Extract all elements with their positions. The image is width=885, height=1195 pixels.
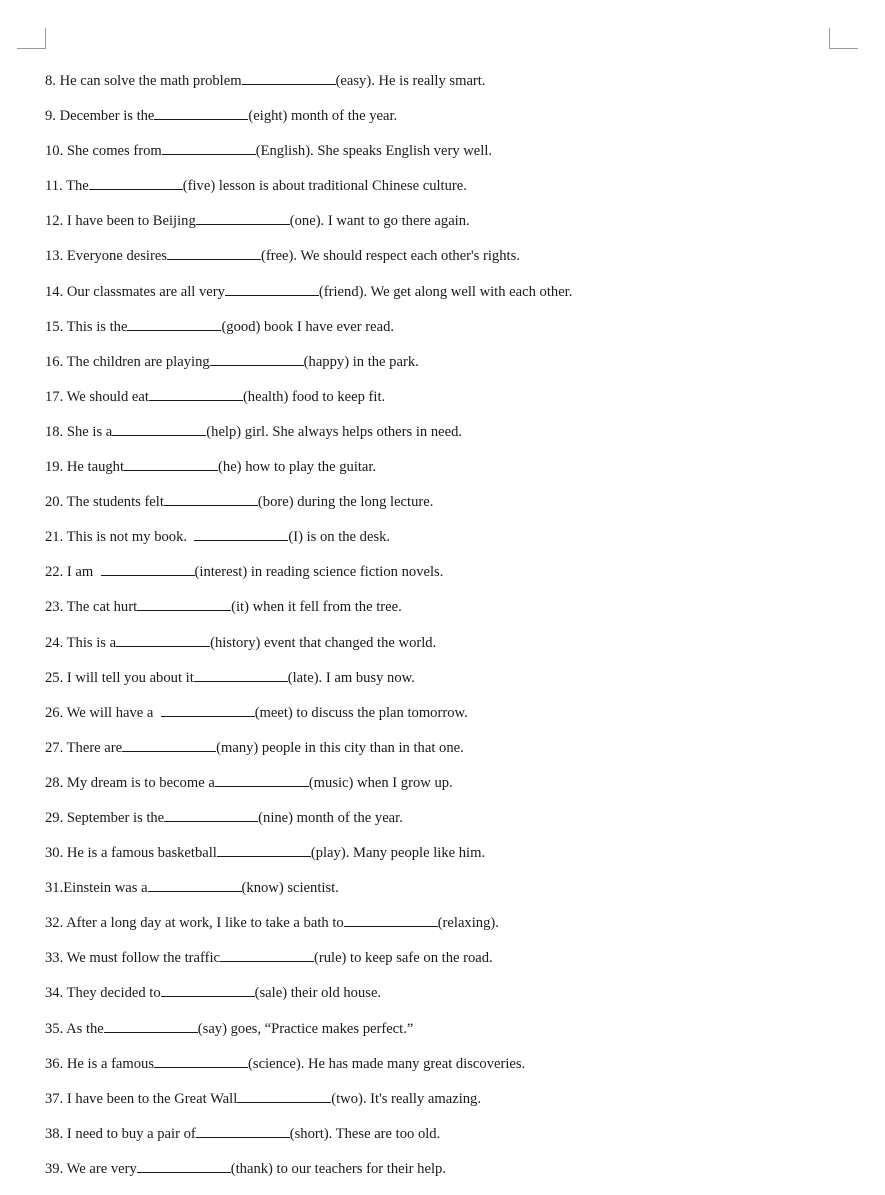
- answer-blank[interactable]: [164, 493, 258, 506]
- answer-blank[interactable]: [137, 598, 231, 611]
- answer-blank[interactable]: [101, 563, 195, 576]
- exercise-item: [45, 423, 572, 458]
- exercise-prompt: 28. My dream is to become a: [45, 774, 215, 791]
- answer-blank[interactable]: [149, 388, 243, 401]
- exercise-hint: (play). Many people like him.: [310, 845, 486, 862]
- answer-blank[interactable]: [220, 949, 314, 962]
- answer-blank[interactable]: [112, 423, 206, 436]
- exercise-item: [45, 247, 572, 282]
- exercise-item: [45, 107, 572, 142]
- exercise-hint: (five) lesson is about traditional Chinese culture.: [182, 178, 467, 195]
- exercise-hint: (two). It's really amazing.: [331, 1090, 481, 1107]
- exercise-prompt: 13. Everyone desires: [45, 248, 167, 265]
- exercise-item: [45, 1090, 572, 1125]
- exercise-hint: (many) people in this city than in that one.: [216, 739, 464, 756]
- exercise-item: [45, 598, 572, 633]
- exercise-prompt: 19. He taught: [45, 459, 125, 476]
- exercise-prompt: 25. I will tell you about it: [45, 669, 194, 686]
- answer-blank[interactable]: [217, 844, 311, 857]
- crop-mark-top-left: [17, 28, 46, 49]
- answer-blank[interactable]: [225, 283, 319, 296]
- exercise-prompt: 24. This is a: [45, 634, 117, 651]
- exercise-hint: (good) book I have ever read.: [221, 318, 395, 335]
- exercise-prompt: 10. She comes from: [45, 143, 162, 160]
- exercise-item: [45, 879, 572, 914]
- exercise-prompt: 36. He is a famous: [45, 1055, 155, 1072]
- exercise-prompt: 38. I need to buy a pair of: [45, 1125, 196, 1142]
- answer-blank[interactable]: [162, 142, 256, 155]
- answer-blank[interactable]: [215, 774, 309, 787]
- answer-blank[interactable]: [344, 914, 438, 927]
- answer-blank[interactable]: [164, 809, 258, 822]
- exercise-item: [45, 528, 572, 563]
- exercise-item: [45, 493, 572, 528]
- exercise-item: [45, 844, 572, 879]
- exercise-prompt: 11. The: [45, 178, 89, 195]
- answer-blank[interactable]: [89, 177, 183, 190]
- exercise-hint: (happy) in the park.: [303, 353, 419, 370]
- answer-blank[interactable]: [161, 984, 255, 997]
- answer-blank[interactable]: [242, 72, 336, 85]
- exercise-hint: (friend). We get along well with each other.: [318, 283, 573, 300]
- answer-blank[interactable]: [167, 247, 261, 260]
- exercise-prompt: 9. December is the: [45, 108, 155, 125]
- exercise-prompt: 39. We are very: [45, 1160, 137, 1177]
- exercise-prompt: 15. This is the: [45, 318, 128, 335]
- answer-blank[interactable]: [127, 318, 221, 331]
- answer-blank[interactable]: [194, 669, 288, 682]
- exercise-item: [45, 914, 572, 949]
- exercise-prompt: 22. I am: [45, 564, 101, 581]
- answer-blank[interactable]: [148, 879, 242, 892]
- exercise-item: [45, 809, 572, 844]
- exercise-item: [45, 212, 572, 247]
- exercise-hint: (meet) to discuss the plan tomorrow.: [254, 704, 468, 721]
- exercise-hint: (thank) to our teachers for their help.: [230, 1160, 446, 1177]
- exercise-item: [45, 704, 572, 739]
- exercise-hint: (music) when I grow up.: [308, 774, 453, 791]
- answer-blank[interactable]: [237, 1090, 331, 1103]
- answer-blank[interactable]: [122, 739, 216, 752]
- exercise-hint: (it) when it fell from the tree.: [231, 599, 402, 616]
- exercise-item: [45, 353, 572, 388]
- exercise-hint: (he) how to play the guitar.: [218, 459, 377, 476]
- exercise-item: [45, 774, 572, 809]
- exercise-item: [45, 984, 572, 1019]
- exercise-item: [45, 388, 572, 423]
- exercise-prompt: 8. He can solve the math problem: [45, 73, 242, 89]
- exercise-prompt: 16. The children are playing: [45, 353, 210, 370]
- answer-blank[interactable]: [196, 212, 290, 225]
- exercise-hint: (late). I am busy now.: [287, 669, 415, 686]
- exercise-hint: (I) is on the desk.: [288, 529, 391, 546]
- exercise-prompt: 37. I have been to the Great Wall: [45, 1090, 238, 1107]
- exercise-item: [45, 1020, 572, 1055]
- answer-blank[interactable]: [137, 1160, 231, 1173]
- exercise-prompt: 20. The students felt: [45, 494, 164, 511]
- exercise-item: [45, 634, 572, 669]
- exercise-hint: (say) goes, “Practice makes perfect.”: [197, 1020, 414, 1037]
- exercise-item: [45, 563, 572, 598]
- exercise-hint: (interest) in reading science fiction novels.: [194, 564, 444, 581]
- exercise-hint: (free). We should respect each other's rights.: [260, 248, 520, 265]
- exercise-item: [45, 142, 572, 177]
- exercise-prompt: 34. They decided to: [45, 985, 161, 1002]
- exercise-prompt: 33. We must follow the traffic: [45, 950, 220, 967]
- exercise-prompt: 31.Einstein was a: [45, 880, 148, 897]
- exercise-prompt: 18. She is a: [45, 423, 113, 440]
- exercise-hint: (nine) month of the year.: [258, 809, 403, 826]
- exercise-item: [45, 283, 572, 318]
- exercise-item: [45, 669, 572, 704]
- exercise-item: [45, 318, 572, 353]
- crop-mark-top-right: [829, 28, 858, 49]
- exercise-hint: (short). These are too old.: [289, 1125, 441, 1142]
- exercise-hint: (know) scientist.: [241, 880, 339, 897]
- exercise-item: [45, 1055, 572, 1090]
- exercise-prompt: 14. Our classmates are all very: [45, 283, 225, 300]
- exercise-hint: (rule) to keep safe on the road.: [314, 950, 493, 967]
- answer-blank[interactable]: [124, 458, 218, 471]
- exercise-prompt: 35. As the: [45, 1020, 104, 1037]
- exercise-hint: (English). She speaks English very well.: [255, 143, 493, 160]
- exercise-prompt: 30. He is a famous basketball: [45, 845, 217, 862]
- exercise-hint: (help) girl. She always helps others in need.: [206, 423, 463, 440]
- answer-blank[interactable]: [161, 704, 255, 717]
- exercise-hint: (easy). He is really smart.: [335, 73, 486, 89]
- exercise-item: [45, 949, 572, 984]
- exercise-list: [45, 72, 572, 1195]
- exercise-hint: (health) food to keep fit.: [242, 388, 386, 405]
- answer-blank[interactable]: [116, 634, 210, 647]
- exercise-item: [45, 1125, 572, 1160]
- exercise-prompt: 17. We should eat: [45, 388, 149, 405]
- exercise-hint: (relaxing).: [437, 915, 499, 932]
- exercise-item: [45, 739, 572, 774]
- exercise-hint: (history) event that changed the world.: [210, 634, 437, 651]
- exercise-hint: (one). I want to go there again.: [289, 213, 470, 230]
- exercise-prompt: 32. After a long day at work, I like to take a bath to: [45, 915, 344, 932]
- answer-blank[interactable]: [154, 1055, 248, 1068]
- exercise-hint: (bore) during the long lecture.: [257, 494, 434, 511]
- exercise-prompt: 27. There are: [45, 739, 123, 756]
- exercise-prompt: 21. This is not my book.: [45, 529, 195, 546]
- answer-blank[interactable]: [104, 1020, 198, 1033]
- exercise-prompt: 12. I have been to Beijing: [45, 213, 196, 230]
- exercise-item: [45, 72, 572, 107]
- exercise-item: [45, 177, 572, 212]
- exercise-item: [45, 458, 572, 493]
- exercise-hint: (sale) their old house.: [254, 985, 382, 1002]
- exercise-hint: (science). He has made many great discoveries.: [248, 1055, 526, 1072]
- exercise-prompt: 23. The cat hurt: [45, 599, 138, 616]
- answer-blank[interactable]: [210, 353, 304, 366]
- exercise-prompt: 29. September is the: [45, 809, 165, 826]
- answer-blank[interactable]: [194, 528, 288, 541]
- exercise-hint: (eight) month of the year.: [248, 108, 398, 125]
- exercise-prompt: 26. We will have a: [45, 704, 161, 721]
- answer-blank[interactable]: [196, 1125, 290, 1138]
- answer-blank[interactable]: [154, 107, 248, 120]
